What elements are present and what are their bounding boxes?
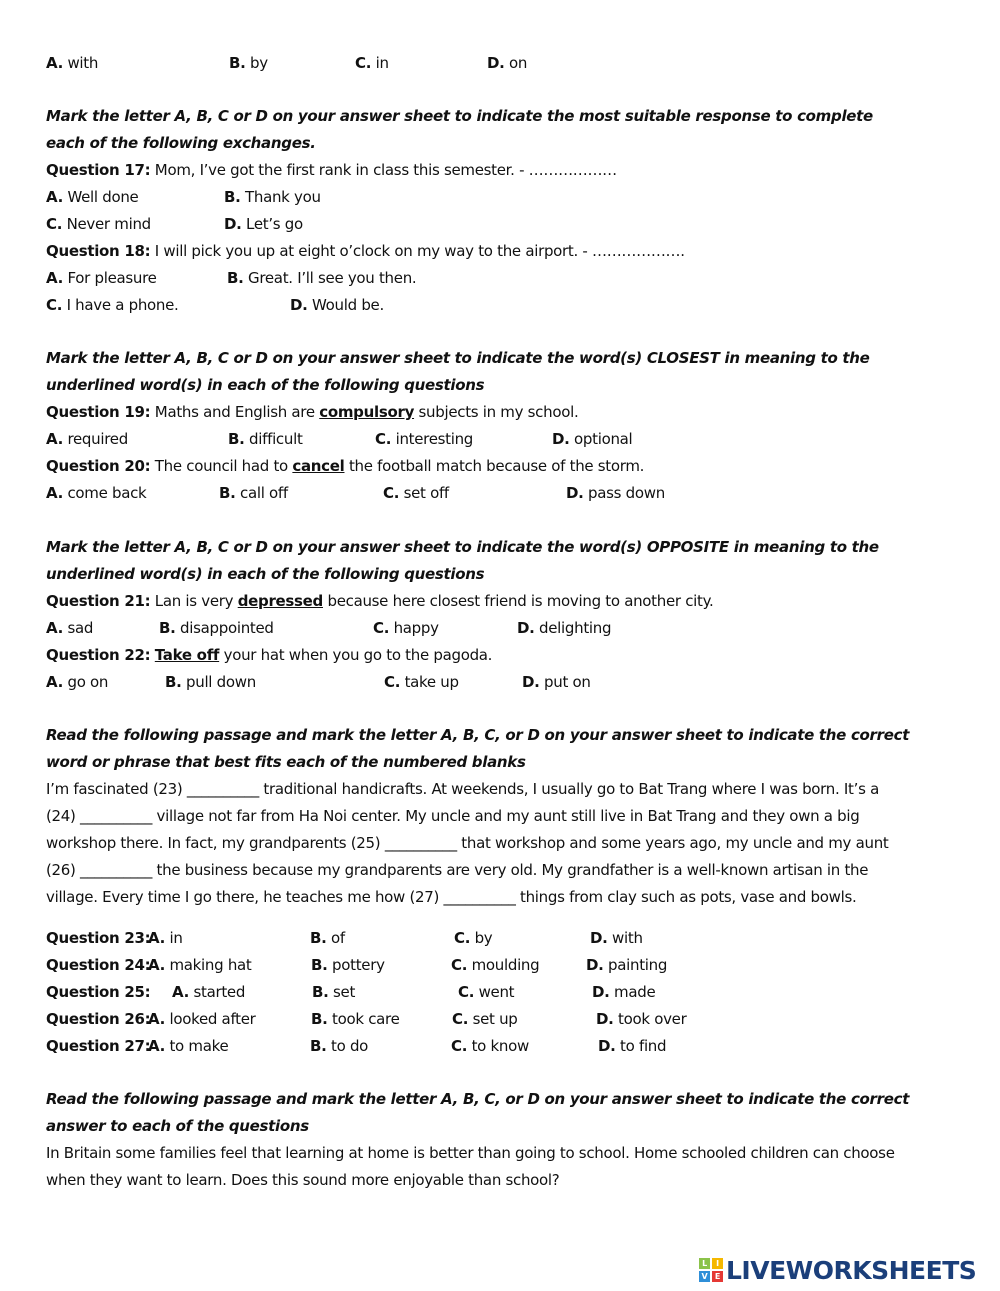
option-text: to make (169, 1037, 229, 1055)
option-letter: A. (46, 269, 63, 287)
answer-option (375, 429, 473, 449)
option-text: required (67, 430, 128, 448)
option-text: went (478, 983, 515, 1001)
option-letter: D. (586, 956, 604, 974)
underlined-word: depressed (237, 592, 323, 610)
instruction-text: word or phrase that best fits each of the numbered blanks (46, 753, 526, 771)
question-label (46, 982, 150, 1002)
answer-option (458, 982, 514, 1002)
answer-option (228, 429, 303, 449)
question-label: Question 18: (46, 242, 151, 260)
answer-option (310, 928, 345, 948)
passage-line: (24) __________ village not far from Ha Noi center. My uncle and my aunt still live in Bat Trang and they own a big (46, 807, 860, 825)
option-letter: C. (384, 673, 401, 691)
option-letter: B. (229, 54, 246, 72)
question-text: I will pick you up at eight o’clock on my way to the airport. - ………………. (150, 242, 685, 260)
option-text: on (509, 54, 528, 72)
answer-option (148, 955, 252, 975)
answer-option (522, 672, 591, 692)
option-letter: D. (487, 54, 505, 72)
question-stem (46, 645, 492, 665)
option-text: pull down (186, 673, 256, 691)
question-text: Maths and English are (150, 403, 320, 421)
answer-option (451, 1036, 529, 1056)
passage-line: workshop there. In fact, my grandparents (25) __________ that workshop and some years ago, my uncle and my aunt (46, 834, 889, 852)
question-label: Question 24: (46, 956, 151, 974)
option-text: made (614, 983, 656, 1001)
option-letter: B. (227, 269, 244, 287)
answer-option (355, 53, 389, 73)
answer-option (46, 268, 157, 288)
option-letter: C. (373, 619, 390, 637)
question-label (46, 1009, 150, 1029)
option-text: Well done (67, 188, 139, 206)
option-text: set (333, 983, 356, 1001)
answer-option (165, 672, 256, 692)
underlined-word: cancel (292, 457, 345, 475)
question-label: Question 25: (46, 983, 151, 1001)
option-letter: B. (310, 1037, 327, 1055)
option-text: started (193, 983, 246, 1001)
option-letter: B. (310, 929, 327, 947)
option-text: to do (331, 1037, 369, 1055)
question-label: Question 21: (46, 592, 151, 610)
answer-option (310, 1036, 368, 1056)
option-letter: C. (451, 1037, 468, 1055)
option-letter: C. (355, 54, 372, 72)
option-letter: C. (451, 956, 468, 974)
answer-option (451, 955, 539, 975)
question-label (46, 1036, 150, 1056)
answer-option (452, 1009, 518, 1029)
answer-option (229, 53, 268, 73)
option-letter: D. (517, 619, 535, 637)
question-label: Question 19: (46, 403, 151, 421)
answer-option (592, 982, 655, 1002)
question-stem (46, 241, 685, 261)
option-text: put on (544, 673, 591, 691)
answer-option (46, 214, 151, 234)
option-text: Let’s go (246, 215, 303, 233)
question-label (46, 928, 150, 948)
option-text: delighting (539, 619, 612, 637)
option-letter: A. (148, 1010, 165, 1028)
option-text: Thank you (245, 188, 321, 206)
question-text: The council had to (150, 457, 293, 475)
instruction-text: Read the following passage and mark the letter A, B, C, or D on your answer sheet to indicate the correct (46, 726, 910, 744)
option-text: Great. I’ll see you then. (248, 269, 417, 287)
option-text: moulding (471, 956, 540, 974)
answer-option (454, 928, 492, 948)
question-label: Question 23: (46, 929, 151, 947)
passage-line: In Britain some families feel that learning at home is better than going to school. Home schooled children can choose (46, 1144, 895, 1162)
option-text: by (474, 929, 493, 947)
option-text: go on (67, 673, 109, 691)
option-text: took over (618, 1010, 687, 1028)
answer-option (224, 214, 303, 234)
answer-option (148, 1009, 256, 1029)
option-text: set up (472, 1010, 518, 1028)
answer-option (590, 928, 643, 948)
answer-option (373, 618, 439, 638)
option-text: optional (574, 430, 633, 448)
logo-text: LIVEWORKSHEETS (726, 1255, 977, 1285)
question-label: Question 27: (46, 1037, 151, 1055)
option-text: with (67, 54, 99, 72)
option-text: looked after (169, 1010, 256, 1028)
option-letter: A. (46, 619, 63, 637)
instruction-text: answer to each of the questions (46, 1117, 309, 1135)
option-letter: A. (46, 54, 63, 72)
passage-line: when they want to learn. Does this sound more enjoyable than school? (46, 1171, 560, 1189)
answer-option (227, 268, 416, 288)
option-text: with (612, 929, 643, 947)
option-text: making hat (169, 956, 252, 974)
option-letter: A. (46, 188, 63, 206)
question-label: Question 22: (46, 646, 151, 664)
option-text: painting (608, 956, 668, 974)
question-label: Question 26: (46, 1010, 151, 1028)
option-letter: B. (159, 619, 176, 637)
answer-option (159, 618, 274, 638)
answer-option (148, 928, 183, 948)
option-text: to know (471, 1037, 529, 1055)
answer-option (224, 187, 321, 207)
option-letter: D. (596, 1010, 614, 1028)
question-text: subjects in my school. (414, 403, 579, 421)
question-stem (46, 160, 617, 180)
option-letter: A. (46, 430, 63, 448)
option-letter: D. (522, 673, 540, 691)
answer-option (148, 1036, 228, 1056)
option-letter: D. (552, 430, 570, 448)
question-text: your hat when you go to the pagoda. (219, 646, 493, 664)
option-letter: C. (383, 484, 400, 502)
answer-option (46, 295, 179, 315)
option-letter: D. (224, 215, 242, 233)
option-letter: A. (148, 1037, 165, 1055)
option-letter: A. (148, 956, 165, 974)
instruction-text: Read the following passage and mark the letter A, B, C, or D on your answer sheet to indicate the correct (46, 1090, 910, 1108)
answer-option (311, 955, 385, 975)
option-text: pottery (332, 956, 385, 974)
logo-tile: L (699, 1258, 710, 1269)
answer-option (290, 295, 384, 315)
option-letter: A. (46, 484, 63, 502)
question-text: the football match because of the storm. (344, 457, 645, 475)
option-text: took care (332, 1010, 400, 1028)
answer-option (383, 483, 449, 503)
question-text: Mom, I’ve got the first rank in class this semester. - ……………… (150, 161, 617, 179)
option-letter: D. (592, 983, 610, 1001)
option-text: take up (404, 673, 459, 691)
question-stem (46, 591, 714, 611)
option-letter: C. (454, 929, 471, 947)
answer-option (46, 618, 93, 638)
answer-option (312, 982, 355, 1002)
option-letter: A. (148, 929, 165, 947)
answer-option (311, 1009, 400, 1029)
option-letter: D. (590, 929, 608, 947)
option-text: in (169, 929, 183, 947)
instruction-text: each of the following exchanges. (46, 134, 316, 152)
logo-tiles (698, 1257, 724, 1283)
answer-option (596, 1009, 686, 1029)
option-letter: C. (375, 430, 392, 448)
question-text: Lan is very (150, 592, 238, 610)
option-letter: C. (46, 215, 63, 233)
option-text: Never mind (66, 215, 151, 233)
passage-line: (26) __________ the business because my grandparents are very old. My grandfather is a well-known artisan in the (46, 861, 869, 879)
option-text: of (331, 929, 345, 947)
answer-option (46, 483, 146, 503)
answer-option (172, 982, 245, 1002)
instruction-text: Mark the letter A, B, C or D on your answer sheet to indicate the most suitable response to complete (46, 107, 873, 125)
underlined-word: Take off (154, 646, 220, 664)
option-letter: A. (46, 673, 63, 691)
option-text: set off (403, 484, 449, 502)
question-label: Question 17: (46, 161, 151, 179)
answer-option (566, 483, 665, 503)
option-text: pass down (588, 484, 665, 502)
option-text: difficult (249, 430, 303, 448)
option-letter: C. (458, 983, 475, 1001)
question-text: because here closest friend is moving to another city. (323, 592, 714, 610)
logo-tile: I (712, 1258, 723, 1269)
answer-option (46, 187, 139, 207)
option-text: in (375, 54, 389, 72)
passage-line: village. Every time I go there, he teaches me how (27) __________ things from clay such as pots, vase and bowls. (46, 888, 857, 906)
option-letter: D. (566, 484, 584, 502)
option-letter: D. (290, 296, 308, 314)
instruction-text: underlined word(s) in each of the following questions (46, 376, 485, 394)
option-letter: C. (46, 296, 63, 314)
option-letter: A. (172, 983, 189, 1001)
option-text: disappointed (180, 619, 274, 637)
answer-option (552, 429, 632, 449)
option-text: call off (240, 484, 288, 502)
option-text: happy (393, 619, 439, 637)
option-letter: B. (228, 430, 245, 448)
answer-option (586, 955, 667, 975)
option-letter: C. (452, 1010, 469, 1028)
option-letter: B. (311, 1010, 328, 1028)
option-text: Would be. (312, 296, 384, 314)
option-letter: B. (311, 956, 328, 974)
question-label: Question 20: (46, 457, 151, 475)
passage-line: I’m fascinated (23) __________ traditional handicrafts. At weekends, I usually go to Bat Trang where I was born. It’s a (46, 780, 879, 798)
answer-option (46, 672, 108, 692)
option-letter: B. (165, 673, 182, 691)
answer-option (219, 483, 288, 503)
option-text: come back (67, 484, 147, 502)
question-stem (46, 402, 578, 422)
answer-option (517, 618, 611, 638)
instruction-text: Mark the letter A, B, C or D on your answer sheet to indicate the word(s) OPPOSITE in meaning to the (46, 538, 879, 556)
liveworksheets-logo (698, 1256, 976, 1284)
answer-option (487, 53, 527, 73)
option-letter: B. (219, 484, 236, 502)
option-text: sad (67, 619, 94, 637)
question-stem (46, 456, 644, 476)
option-text: interesting (395, 430, 474, 448)
instruction-text: Mark the letter A, B, C or D on your answer sheet to indicate the word(s) CLOSEST in meaning to the (46, 349, 870, 367)
answer-option (46, 53, 98, 73)
option-text: For pleasure (67, 269, 157, 287)
answer-option (598, 1036, 666, 1056)
option-letter: D. (598, 1037, 616, 1055)
option-text: I have a phone. (66, 296, 179, 314)
answer-option (384, 672, 459, 692)
instruction-text: underlined word(s) in each of the following questions (46, 565, 485, 583)
logo-tile: V (699, 1271, 710, 1282)
option-text: by (250, 54, 268, 72)
option-letter: B. (312, 983, 329, 1001)
option-letter: B. (224, 188, 241, 206)
logo-tile: E (712, 1271, 723, 1282)
option-text: to find (620, 1037, 667, 1055)
underlined-word: compulsory (319, 403, 415, 421)
answer-option (46, 429, 128, 449)
question-label (46, 955, 150, 975)
